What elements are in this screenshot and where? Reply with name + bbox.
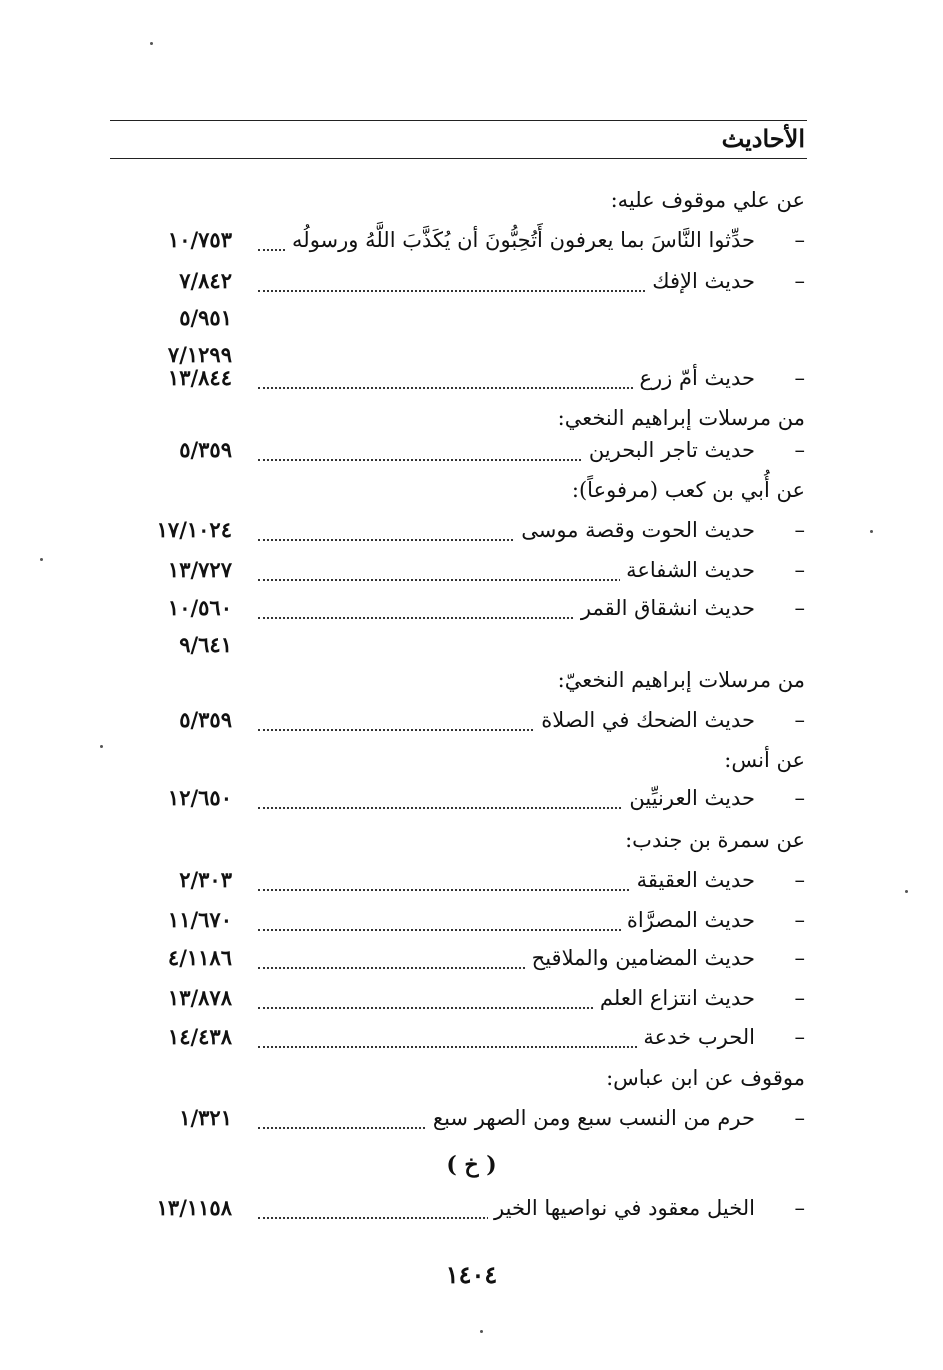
page-number: ١٤٠٤ — [445, 1260, 498, 1289]
section-heading: عن علي موقوف عليه: — [610, 188, 805, 212]
entry-reference-extra: ٩/٦٤١ — [179, 632, 232, 657]
entry-text: حديث أمّ زرع — [634, 358, 755, 398]
index-entry — [0, 700, 943, 740]
entry-text: الخيل معقود في نواصيها الخير — [488, 1188, 755, 1228]
index-entry — [0, 550, 943, 590]
entry-text: حديث الضحك في الصلاة — [535, 700, 755, 740]
section-heading: عن سمرة بن جندب: — [625, 828, 805, 852]
index-entry — [0, 938, 943, 978]
entry-text: حديث الإفك — [646, 261, 755, 301]
scan-speck — [870, 530, 873, 533]
section-heading: عن أنس: — [724, 748, 805, 772]
entry-text: حديث المضامين والملاقيح — [526, 938, 755, 978]
entry-text: حديث الحوت وقصة موسى — [515, 510, 755, 550]
section-heading: موقوف عن ابن عباس: — [606, 1066, 805, 1090]
scan-speck — [100, 745, 103, 748]
entry-reference: ٥/٣٥٩ — [179, 707, 232, 732]
entry-dash: – — [794, 946, 805, 970]
index-entry — [0, 860, 943, 900]
entry-reference: ١٧/١٠٢٤ — [156, 517, 232, 542]
entry-reference-extra: ٥/٩٥١ — [179, 305, 232, 330]
entry-text: الحرب خدعة — [637, 1017, 755, 1057]
index-entry — [0, 358, 943, 398]
index-entry — [0, 261, 943, 301]
entry-reference: ١١/٦٧٠ — [167, 907, 232, 932]
entry-reference: ٧/٨٤٢ — [179, 268, 232, 293]
index-entry — [0, 778, 943, 818]
entry-dash: – — [794, 269, 805, 293]
scan-speck — [480, 1330, 483, 1333]
entry-dash: – — [794, 908, 805, 932]
entry-reference: ١٣/٨٤٤ — [167, 365, 232, 390]
entry-reference: ١/٣٢١ — [179, 1105, 232, 1130]
entry-reference: ١٣/٧٢٧ — [167, 557, 232, 582]
entry-text: حديث انتزاع العلم — [594, 978, 755, 1018]
index-entry — [0, 978, 943, 1018]
entry-reference: ٤/١١٨٦ — [167, 945, 232, 970]
entry-reference: ١٠/٥٦٠ — [167, 595, 232, 620]
entry-text: حديث المصرَّاة — [621, 900, 755, 940]
entry-reference: ١٣/١١٥٨ — [156, 1195, 232, 1220]
section-heading: من مرسلات إبراهيم النخعي: — [557, 406, 805, 430]
entry-dash: – — [794, 868, 805, 892]
index-entry — [0, 510, 943, 550]
index-entry — [0, 900, 943, 940]
entry-reference: ١٣/٨٧٨ — [167, 985, 232, 1010]
entry-dash: – — [794, 1025, 805, 1049]
entry-dash: – — [794, 708, 805, 732]
entry-reference: ٥/٣٥٩ — [179, 437, 232, 462]
entry-dash: – — [794, 438, 805, 462]
index-entry — [0, 1098, 943, 1138]
section-heading: من مرسلات إبراهيم النخعيّ: — [557, 668, 805, 692]
entry-reference: ١٤/٤٣٨ — [167, 1024, 232, 1049]
entry-dash: – — [794, 1106, 805, 1130]
index-entry — [0, 430, 943, 470]
entry-text: حديث الشفاعة — [620, 550, 755, 590]
scan-speck — [150, 42, 153, 45]
entry-text: حدِّثوا النَّاسَ بما يعرفون أَتُحِبُّونَ أن يُكَذَّبَ اللَّهُ ورسولُه — [286, 220, 755, 260]
index-entry — [0, 1188, 943, 1228]
entry-reference: ١٠/٧٥٣ — [167, 227, 232, 252]
scan-speck — [905, 890, 908, 893]
entry-dash: – — [794, 518, 805, 542]
entry-dash: – — [794, 558, 805, 582]
index-entry — [0, 220, 943, 260]
index-entry — [0, 588, 943, 628]
entry-text: حرم من النسب سبع ومن الصهر سبع — [427, 1098, 755, 1138]
entry-dash: – — [794, 366, 805, 390]
entry-dash: – — [794, 596, 805, 620]
entry-reference: ١٢/٦٥٠ — [167, 785, 232, 810]
entry-reference-extra: ٧/١٢٩٩ — [167, 342, 232, 367]
entry-text: حديث العقيقة — [631, 860, 755, 900]
index-entry — [0, 1017, 943, 1057]
entry-dash: – — [794, 786, 805, 810]
section-heading: عن أُبي بن كعب (مرفوعاً): — [571, 478, 805, 502]
entry-text: حديث العرنيِّين — [623, 778, 755, 818]
entry-text: حديث تاجر البحرين — [583, 430, 755, 470]
header-top-rule — [110, 120, 807, 121]
entry-text: حديث انشقاق القمر — [575, 588, 755, 628]
entry-dash: – — [794, 986, 805, 1010]
scan-speck — [40, 558, 43, 561]
running-header-title: الأحاديث — [721, 124, 805, 153]
header-bottom-rule — [110, 158, 807, 159]
entry-reference: ٢/٣٠٣ — [179, 867, 232, 892]
letter-heading: ( خ ) — [446, 1152, 497, 1178]
entry-dash: – — [794, 228, 805, 252]
entry-dash: – — [794, 1196, 805, 1220]
